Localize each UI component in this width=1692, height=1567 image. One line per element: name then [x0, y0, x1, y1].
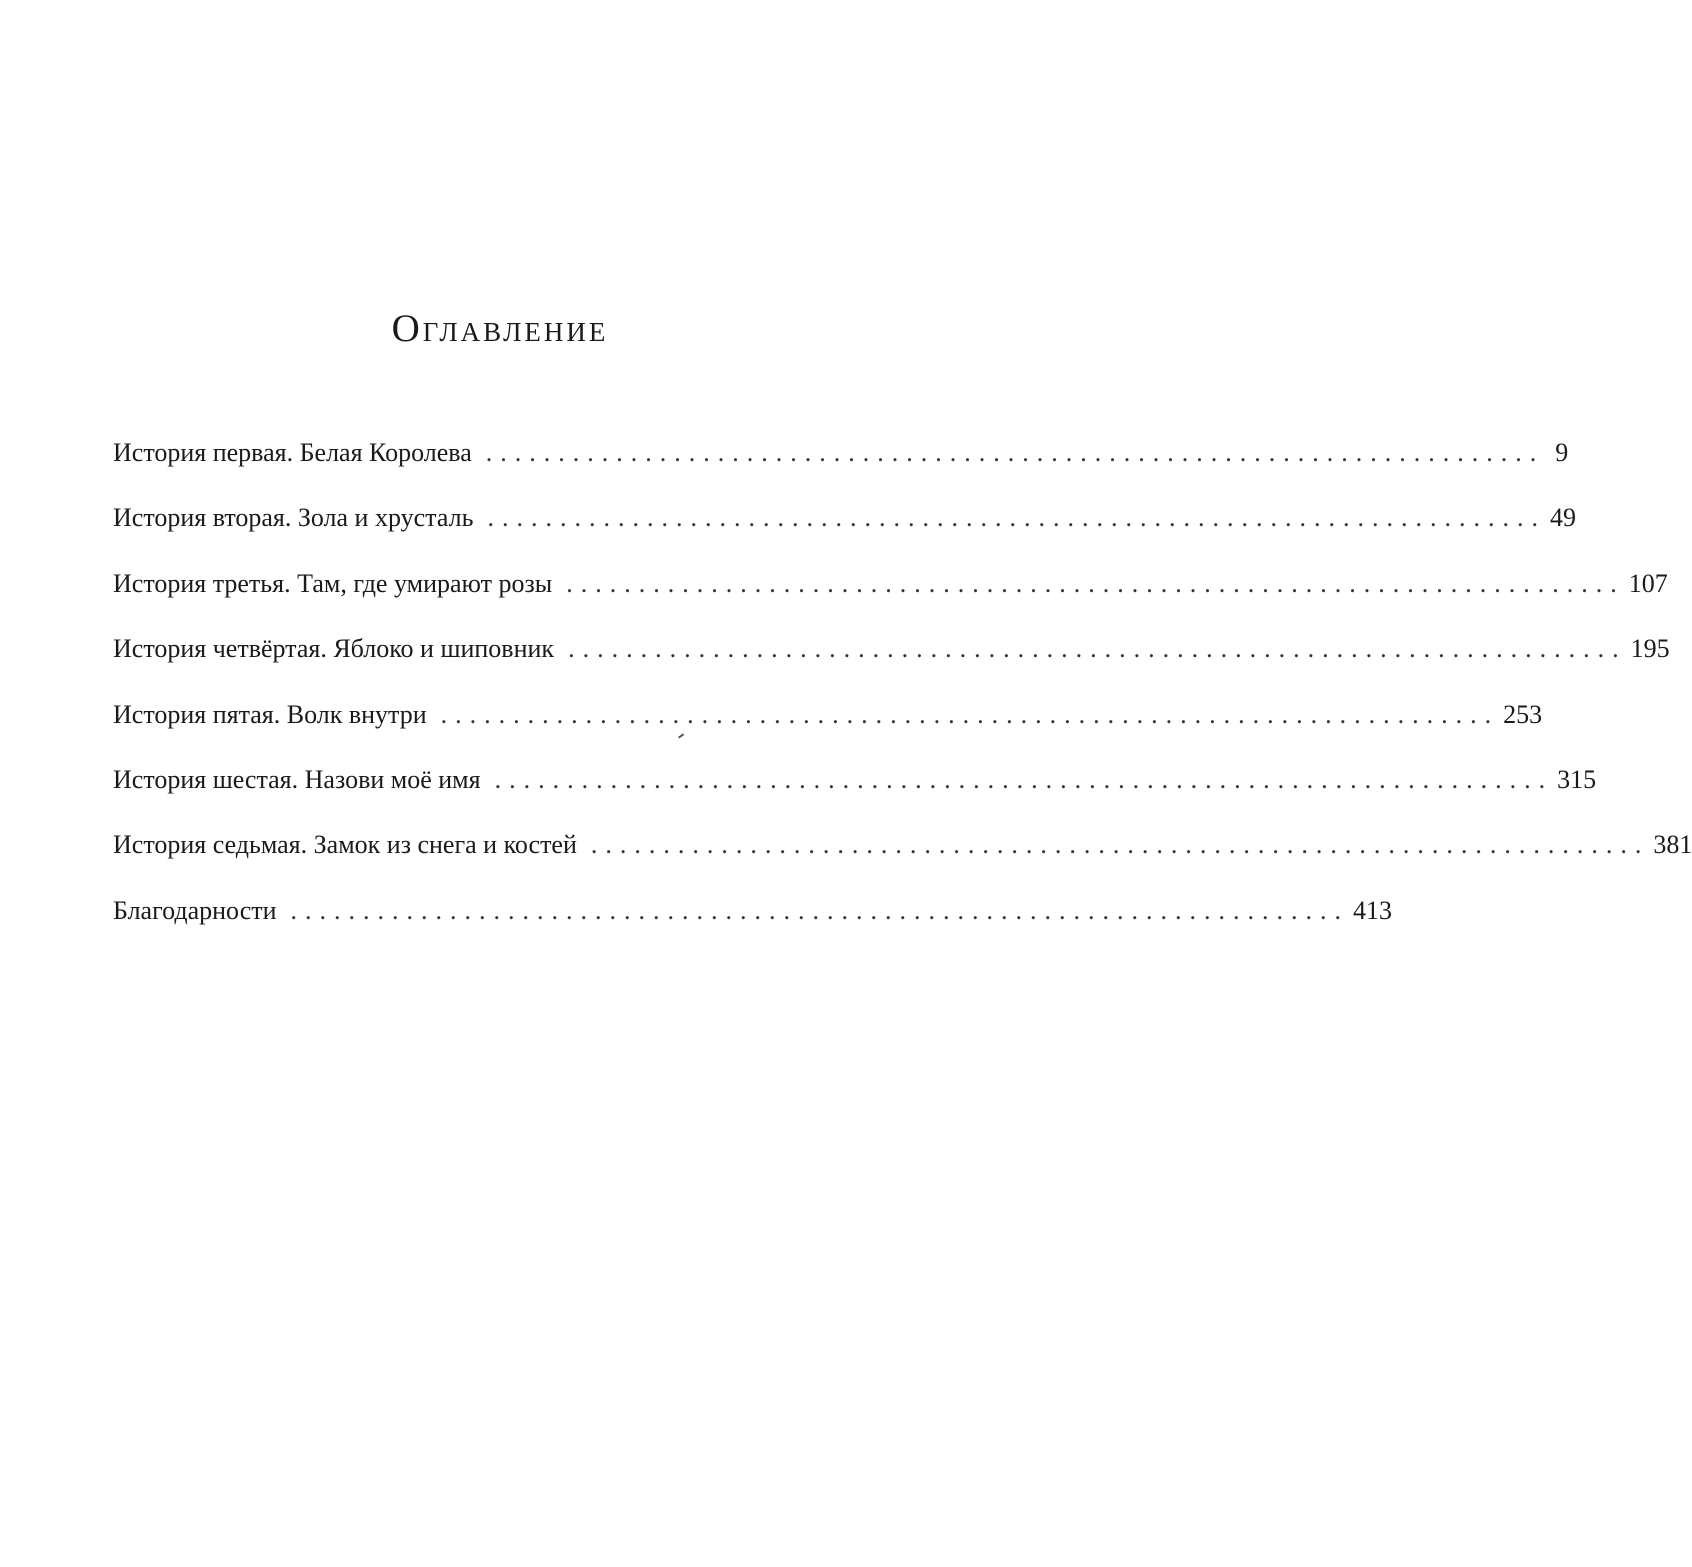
- toc-entry-title: История первая. Белая Королева: [113, 438, 472, 467]
- toc-entry-title: История шестая. Назови моё имя: [113, 764, 481, 794]
- dot-leader: .........................................................................: [485, 438, 1545, 467]
- toc-entry-title: История третья. Там, где умирают розы: [113, 568, 553, 598]
- toc-entry-title: История четвёртая. Яблоко и шиповник: [113, 634, 555, 664]
- toc-entry[interactable]: [113, 495, 1576, 560]
- toc-entry[interactable]: [113, 888, 1393, 953]
- toc-entry[interactable]: [113, 692, 1543, 757]
- toc-entry[interactable]: [113, 430, 1569, 495]
- table-of-contents: [113, 430, 1692, 953]
- toc-entry-title: История седьмая. Замок из снега и костей: [113, 830, 577, 860]
- toc-entry[interactable]: [113, 757, 1597, 822]
- toc-page-number: 49: [1549, 503, 1576, 533]
- dot-leader: .........................................................................: [590, 830, 1650, 860]
- dot-leader: .........................................................................: [494, 764, 1554, 794]
- dot-leader: .........................................................................: [566, 568, 1625, 598]
- toc-page-number: 253: [1503, 699, 1543, 729]
- page-title: Оглавление: [391, 307, 609, 350]
- toc-entry[interactable]: [113, 822, 1692, 887]
- dot-leader: .........................................................................: [290, 895, 1350, 925]
- toc-entry-title: История пятая. Волк внутри: [113, 699, 427, 729]
- dot-leader: .........................................................................: [568, 634, 1627, 664]
- toc-page-number: 195: [1630, 634, 1670, 664]
- toc-entry-title: История вторая. Зола и хрусталь: [113, 503, 474, 533]
- toc-entry[interactable]: [113, 561, 1668, 626]
- dot-leader: .........................................................................: [440, 699, 1500, 729]
- toc-page-number: 315: [1557, 764, 1597, 794]
- toc-page-number: 9: [1555, 438, 1569, 467]
- dot-leader: .........................................................................: [487, 503, 1546, 533]
- toc-page-number: 107: [1628, 568, 1668, 598]
- toc-page-number: 413: [1353, 895, 1393, 925]
- toc-entry[interactable]: [113, 626, 1670, 691]
- toc-page-number: 381: [1653, 830, 1692, 860]
- toc-entry-title: Благодарности: [113, 895, 277, 925]
